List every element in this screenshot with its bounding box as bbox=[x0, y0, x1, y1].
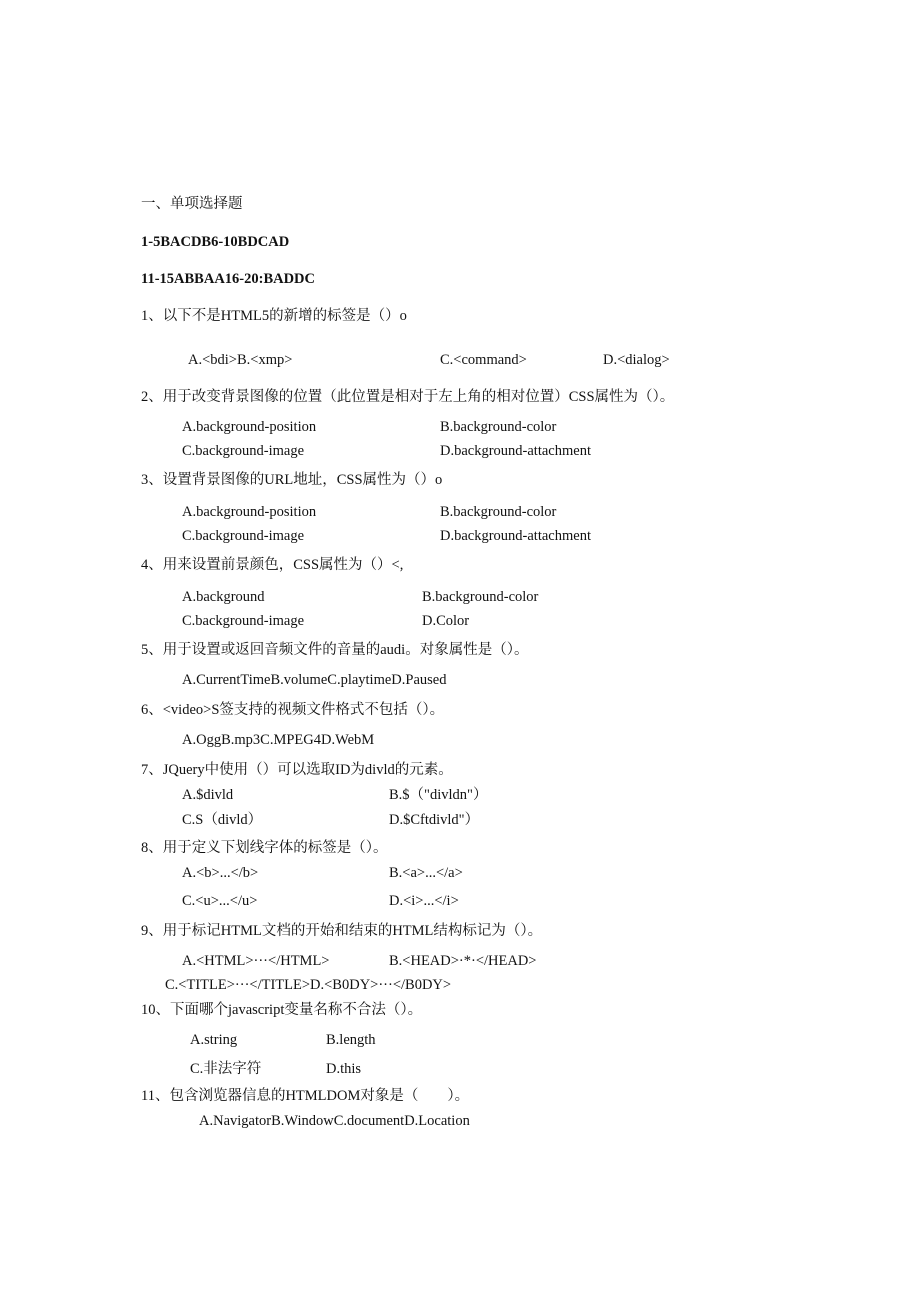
question-7-option-b: B.$（"divldn"） bbox=[389, 787, 488, 803]
question-4-option-c: C.background-image bbox=[182, 613, 305, 629]
question-9-option-b: B.<HEAD>·*·</HEAD> bbox=[389, 953, 537, 969]
question-2-option-a: A.background-position bbox=[182, 419, 317, 435]
question-2-option-d: D.background-attachment bbox=[440, 443, 591, 459]
question-10-option-b: B.length bbox=[326, 1032, 376, 1048]
question-4-text: 4、用来设置前景颜色，CSS属性为（）<, bbox=[141, 557, 404, 573]
section-title: 一、单项选择题 bbox=[141, 196, 243, 212]
question-4-option-d: D.Color bbox=[422, 613, 470, 629]
question-9-option-a: A.<HTML>···</HTML> bbox=[182, 953, 330, 969]
question-4-option-b: B.background-color bbox=[422, 589, 539, 605]
question-5-options: A.CurrentTimeB.volumeC.playtimeD.Paused bbox=[182, 672, 447, 688]
question-3-text: 3、设置背景图像的URL地址，CSS属性为（）o bbox=[141, 472, 443, 488]
question-7-text: 7、JQuery中使用（）可以选取ID为divld的元素。 bbox=[141, 762, 453, 778]
question-9-option-cd: C.<TITLE>···</TITLE>D.<B0DY>···</B0DY> bbox=[165, 977, 452, 993]
question-3-option-c: C.background-image bbox=[182, 528, 305, 544]
question-10-option-a: A.string bbox=[190, 1032, 238, 1048]
question-9-text: 9、用于标记HTML文档的开始和结束的HTML结构标记为（）。 bbox=[141, 923, 543, 939]
question-5-text: 5、用于设置或返回音频文件的音量的audi。对象属性是（）。 bbox=[141, 642, 529, 658]
question-10-option-d: D.this bbox=[326, 1061, 362, 1077]
question-10-option-c: C.非法字符 bbox=[190, 1061, 262, 1077]
question-1-text: 1、以下不是HTML5的新增的标签是（）o bbox=[141, 308, 407, 324]
question-2-option-b: B.background-color bbox=[440, 419, 557, 435]
question-7-option-a: A.$divld bbox=[182, 787, 234, 803]
question-11-text: 11、包含浏览器信息的HTMLDOM对象是（ ）。 bbox=[141, 1088, 470, 1104]
question-7-option-c: C.S（divld） bbox=[182, 812, 263, 828]
question-2-option-c: C.background-image bbox=[182, 443, 305, 459]
question-4-option-a: A.background bbox=[182, 589, 265, 605]
question-6-options: A.OggB.mp3C.MPEG4D.WebM bbox=[182, 732, 375, 748]
question-2-text: 2、用于改变背景图像的位置（此位置是相对于左上角的相对位置）CSS属性为（）。 bbox=[141, 389, 675, 405]
question-1-option-ab: A.<bdi>B.<xmp> bbox=[188, 352, 293, 368]
question-8-option-d: D.<i>...</i> bbox=[389, 893, 459, 909]
question-1-option-c: C.<command> bbox=[440, 352, 527, 368]
answer-key-line-1: 1-5BACDB6-10BDCAD bbox=[141, 234, 290, 250]
question-3-option-b: B.background-color bbox=[440, 504, 557, 520]
question-3-option-a: A.background-position bbox=[182, 504, 317, 520]
question-8-text: 8、用于定义下划线字体的标签是（）。 bbox=[141, 840, 388, 856]
question-8-option-a: A.<b>...</b> bbox=[182, 865, 259, 881]
question-11-options: A.NavigatorB.WindowC.documentD.Location bbox=[199, 1113, 470, 1129]
question-3-option-d: D.background-attachment bbox=[440, 528, 591, 544]
question-1-option-d: D.<dialog> bbox=[603, 352, 670, 368]
question-6-text: 6、<video>S签支持的视频文件格式不包括（）。 bbox=[141, 702, 445, 718]
question-10-text: 10、下面哪个javascript变量名称不合法（）。 bbox=[141, 1002, 423, 1018]
question-8-option-c: C.<u>...</u> bbox=[182, 893, 258, 909]
answer-key-line-2: 11-15ABBAA16-20:BADDC bbox=[141, 271, 315, 287]
question-7-option-d: D.$Cftdivld"） bbox=[389, 812, 480, 828]
question-8-option-b: B.<a>...</a> bbox=[389, 865, 463, 881]
